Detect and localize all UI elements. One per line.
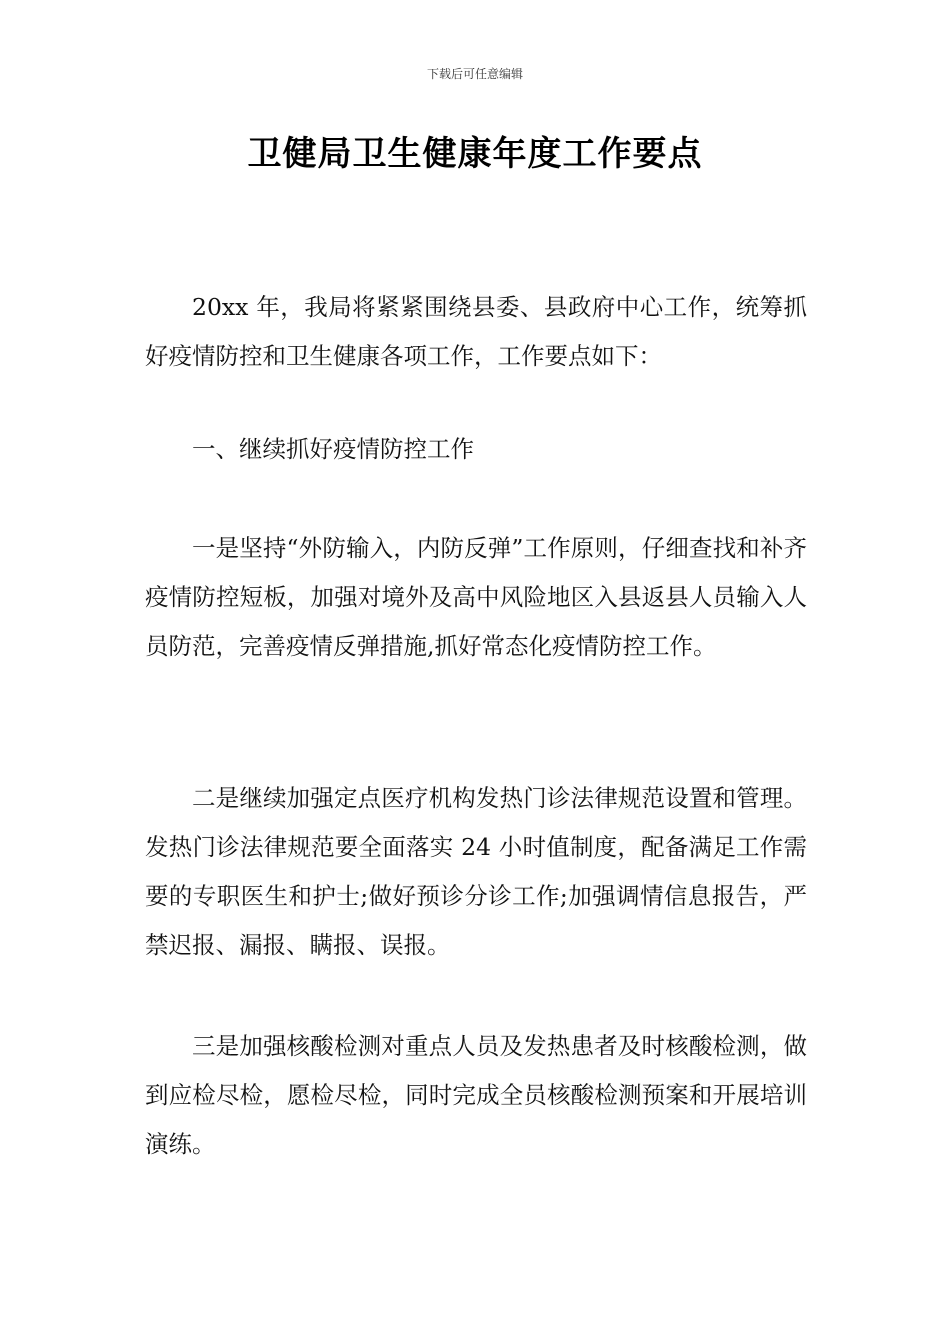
paragraph-text: 一是坚持“外防输入，内防反弹”工作原则，仔细查找和补齐疫情防控短板，加强对境外及高中风险地区入县返县人员输入人员防范，完善疫情反弹措施,抓好常态化疫情防控工作。: [145, 534, 807, 660]
document-title: 卫健局卫生健康年度工作要点: [247, 134, 703, 174]
paragraph-text: 三是加强核酸检测对重点人员及发热患者及时核酸检测，做到应检尽检，愿检尽检，同时完成全员核酸检测预案和开展培训演练。: [145, 1032, 807, 1158]
header-note: 下载后可任意编辑: [426, 67, 523, 81]
paragraph-text: 二是继续加强定点医疗机构发热门诊法律规范设置和管理。发热门诊法律规范要全面落实 24 小时值制度，配备满足工作需要的专职医生和护士;做好预诊分诊工作;加强调情信息报告，严禁迟报、漏报、瞒报、误报。: [145, 784, 807, 959]
paragraph-item-3: [145, 1022, 807, 1169]
section-heading: [145, 425, 807, 474]
paragraph-item-1: [145, 524, 807, 671]
paragraph-item-2: [145, 774, 807, 970]
paragraph-intro: [145, 283, 807, 381]
section-heading-text: 一、继续抓好疫情防控工作: [192, 435, 474, 463]
paragraph-text: 20xx 年，我局将紧紧围绕县委、县政府中心工作，统筹抓好疫情防控和卫生健康各项工作，工作要点如下：: [145, 293, 807, 370]
